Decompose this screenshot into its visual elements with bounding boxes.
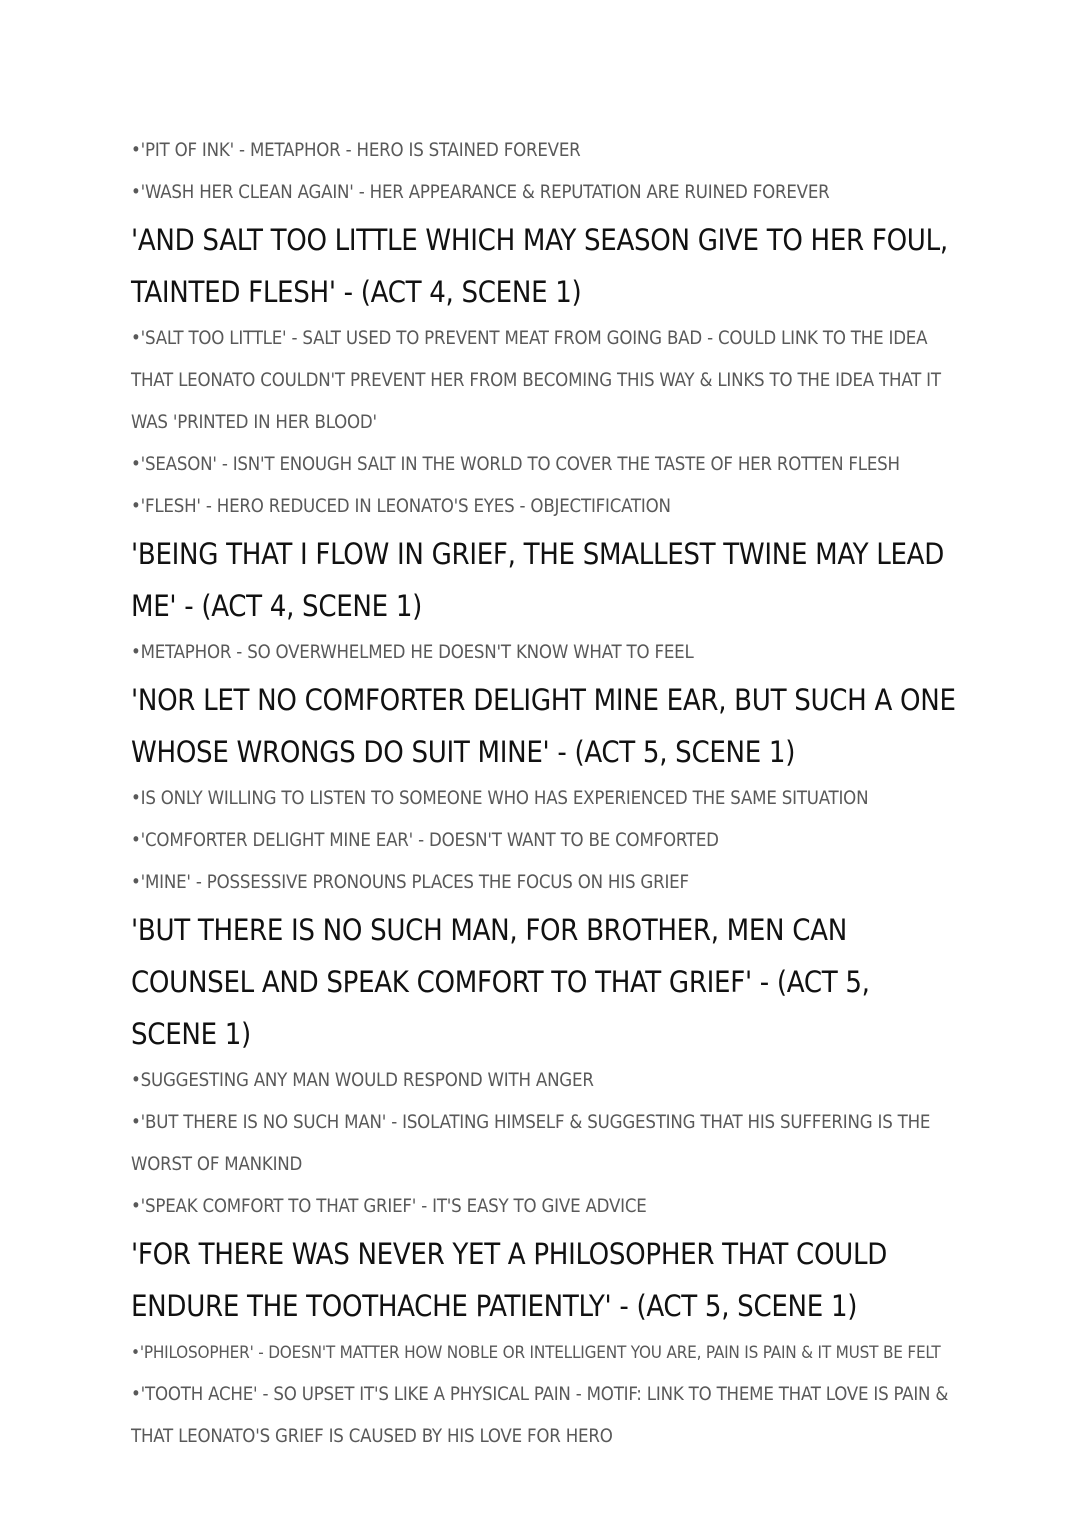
document-page [131,130,961,1458]
note-line: •'PHILOSOPHER' - DOESN'T MATTER HOW NOBLE OR INTELLIGENT YOU ARE, PAIN IS PAIN & IT MUST BE FELT [131,1343,941,1363]
note-line: •'FLESH' - HERO REDUCED IN LEONATO'S EYES - OBJECTIFICATION [131,496,671,517]
note-line: •'PIT OF INK' - METAPHOR - HERO IS STAINED FOREVER [131,140,581,161]
note-line: •IS ONLY WILLING TO LISTEN TO SOMEONE WHO HAS EXPERIENCED THE SAME SITUATION [131,788,869,809]
note-line: •'COMFORTER DELIGHT MINE EAR' - DOESN'T WANT TO BE COMFORTED [131,830,719,851]
note-line: •'WASH HER CLEAN AGAIN' - HER APPEARANCE & REPUTATION ARE RUINED FOREVER [131,182,830,203]
quote-heading: 'AND SALT TOO LITTLE WHICH MAY SEASON GIVE TO HER FOUL, TAINTED FLESH' - (ACT 4, SCENE 1) [131,223,948,309]
quote-heading: 'FOR THERE WAS NEVER YET A PHILOSOPHER THAT COULD ENDURE THE TOOTHACHE PATIENTLY' - (ACT 5, SCENE 1) [131,1237,887,1323]
note-line: •'MINE' - POSSESSIVE PRONOUNS PLACES THE FOCUS ON HIS GRIEF [131,872,689,893]
note-line: •'SALT TOO LITTLE' - SALT USED TO PREVENT MEAT FROM GOING BAD - COULD LINK TO THE IDEA THAT LEONATO COULDN'T PREVENT HER FROM BECOMING THIS WAY & LINKS TO THE IDEA THAT IT WAS 'PRINTED IN HER BLOOD' [131,328,941,433]
quote-heading: 'BEING THAT I FLOW IN GRIEF, THE SMALLEST TWINE MAY LEAD ME' - (ACT 4, SCENE 1) [131,537,945,623]
note-line: •SUGGESTING ANY MAN WOULD RESPOND WITH ANGER [131,1070,594,1091]
note-line: •'TOOTH ACHE' - SO UPSET IT'S LIKE A PHYSICAL PAIN - MOTIF: LINK TO THEME THAT LOVE IS PAIN & THAT LEONATO'S GRIEF IS CAUSED BY HIS LOVE FOR HERO [131,1384,949,1447]
note-line: •METAPHOR - SO OVERWHELMED HE DOESN'T KNOW WHAT TO FEEL [131,642,694,663]
quote-heading: 'BUT THERE IS NO SUCH MAN, FOR BROTHER, MEN CAN COUNSEL AND SPEAK COMFORT TO THAT GRIEF' - (ACT 5, SCENE 1) [131,913,870,1051]
quote-heading: 'NOR LET NO COMFORTER DELIGHT MINE EAR, BUT SUCH A ONE WHOSE WRONGS DO SUIT MINE' - (ACT 5, SCENE 1) [131,683,956,769]
note-line: •'BUT THERE IS NO SUCH MAN' - ISOLATING HIMSELF & SUGGESTING THAT HIS SUFFERING IS THE WORST OF MANKIND [131,1112,931,1175]
note-line: •'SPEAK COMFORT TO THAT GRIEF' - IT'S EASY TO GIVE ADVICE [131,1196,647,1217]
note-line: •'SEASON' - ISN'T ENOUGH SALT IN THE WORLD TO COVER THE TASTE OF HER ROTTEN FLESH [131,454,900,475]
